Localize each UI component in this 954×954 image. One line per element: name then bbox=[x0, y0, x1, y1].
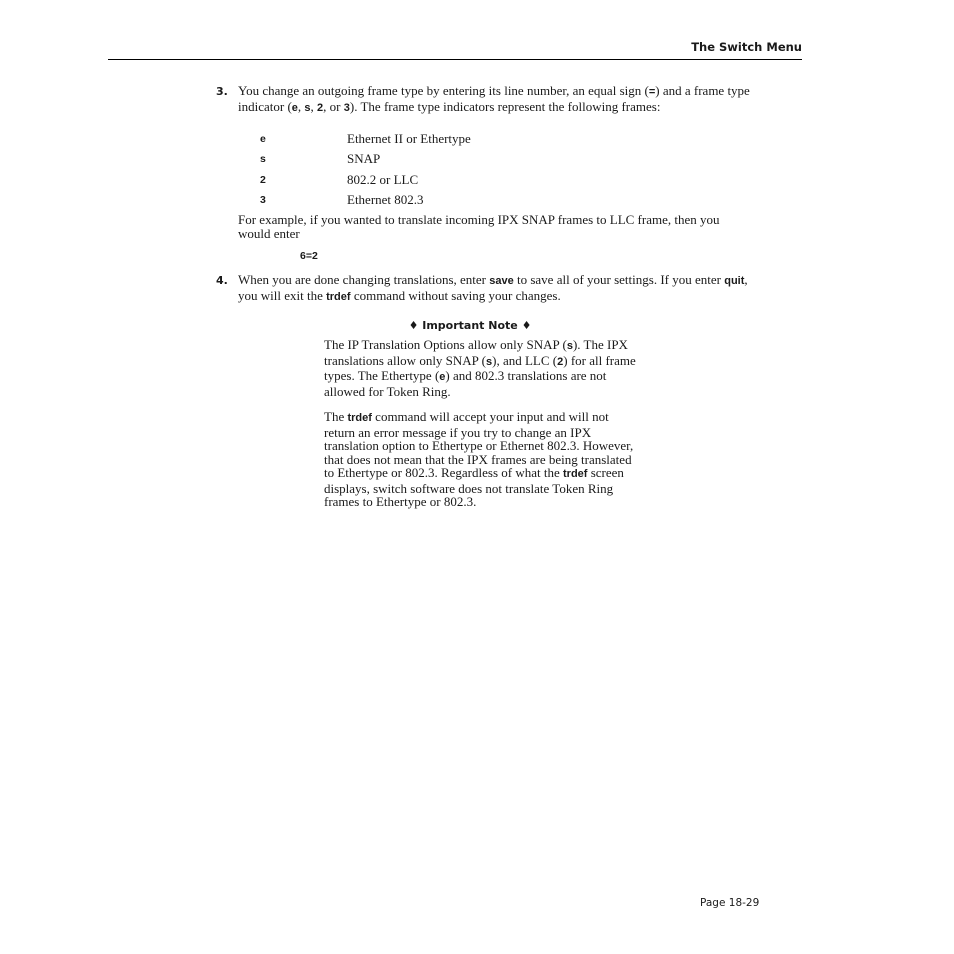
step-3-paragraph: You change an outgoing frame type by entering its line number, an equal sign (=) and a frame type indicator (e, s, 2, or 3). The frame type indicators represent the following frames: bbox=[238, 83, 750, 114]
step-4-paragraph: When you are done changing translations, enter save to save all of your settings. If you enter quit, you will exit the trdef command without saving your changes. bbox=[238, 272, 748, 303]
example-command: 6=2 bbox=[300, 250, 318, 262]
note-paragraph-2: The trdef command will accept your input and will not return an error message if you try to change an IPX translation option to Ethertype or Ethernet 802.3. However, that does not mean that the IPX frames are being translated to Ethertype or 802.3. Regardless of what the trdef screen displays, switch software does not translate Token Ring frames to Ethertype or 802.3. bbox=[324, 409, 634, 509]
frame-type-code: s bbox=[260, 153, 266, 165]
important-note-title: ♦ Important Note ♦ bbox=[408, 319, 532, 332]
frame-type-desc: Ethernet II or Ethertype bbox=[347, 131, 471, 146]
example-paragraph: For example, if you wanted to translate incoming IPX SNAP frames to LLC frame, then you would enter bbox=[238, 212, 720, 241]
frame-type-desc: Ethernet 802.3 bbox=[347, 192, 424, 207]
header-rule bbox=[108, 59, 802, 60]
note-paragraph-1: The IP Translation Options allow only SNAP (s). The IPX translations allow only SNAP (s), and LLC (2) for all frame types. The Ethertype (e) and 802.3 translations are not allowed for Token Ring. bbox=[324, 337, 636, 399]
page-number: Page 18-29 bbox=[700, 897, 760, 909]
frame-type-desc: 802.2 or LLC bbox=[347, 172, 419, 187]
frame-type-desc: SNAP bbox=[347, 151, 381, 166]
frame-type-code: 3 bbox=[260, 194, 266, 206]
frame-type-code: 2 bbox=[260, 174, 266, 186]
running-header-title: The Switch Menu bbox=[691, 40, 802, 54]
step-4-number: 4. bbox=[216, 274, 228, 287]
frame-type-code: e bbox=[260, 133, 266, 145]
step-3-number: 3. bbox=[216, 85, 228, 98]
